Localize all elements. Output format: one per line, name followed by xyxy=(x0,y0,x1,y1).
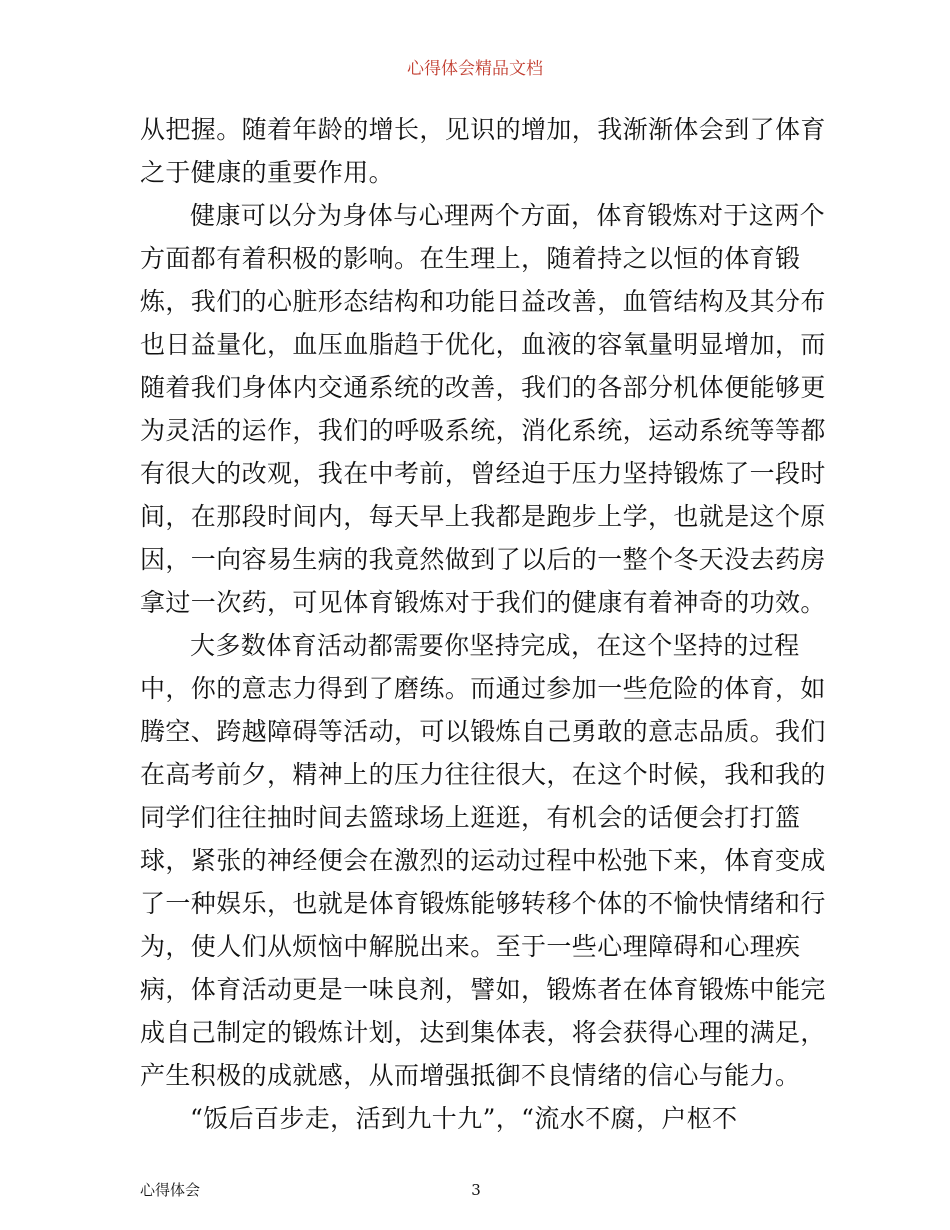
paragraph-line: 也日益量化，血压血脂趋于优化，血液的容氧量明显增加，而 xyxy=(140,330,826,359)
document-body xyxy=(140,108,826,1140)
paragraph-line: 产生积极的成就感，从而增强抵御不良情绪的信心与能力。 xyxy=(140,1061,801,1090)
paragraph-line: 在高考前夕，精神上的压力往往很大，在这个时候，我和我的 xyxy=(140,760,826,789)
paragraph-line: 腾空、跨越障碍等活动，可以锻炼自己勇敢的意志品质。我们 xyxy=(140,717,826,746)
paragraph-line: 炼，我们的心脏形态结构和功能日益改善，血管结构及其分布 xyxy=(140,287,826,316)
paragraph-line: 健康可以分为身体与心理两个方面，体育锻炼对于这两个 xyxy=(190,201,826,230)
paragraph-line: 中，你的意志力得到了磨练。而通过参加一些危险的体育，如 xyxy=(140,674,826,703)
paragraph-line: 球，紧张的神经便会在激烈的运动过程中松弛下来，体育变成 xyxy=(140,846,826,875)
paragraph-line: 从把握。随着年龄的增长，见识的增加，我渐渐体会到了体育 xyxy=(140,115,826,144)
paragraph-line: 有很大的改观，我在中考前，曾经迫于压力坚持锻炼了一段时 xyxy=(140,459,826,488)
footer-label: 心得体会 xyxy=(140,1181,201,1199)
paragraph-line: 之于健康的重要作用。 xyxy=(140,158,395,187)
paragraph-line: 拿过一次药，可见体育锻炼对于我们的健康有着神奇的功效。 xyxy=(140,588,826,617)
paragraph-line: 间，在那段时间内，每天早上我都是跑步上学，也就是这个原 xyxy=(140,502,826,531)
paragraph-line: 大多数体育活动都需要你坚持完成，在这个坚持的过程 xyxy=(190,631,800,660)
page-number: 3 xyxy=(471,1181,481,1199)
paragraph-line: “饭后百步走，活到九十九”，“流水不腐，户枢不 xyxy=(190,1104,738,1133)
paragraph-line: 方面都有着积极的影响。在生理上，随着持之以恒的体育锻 xyxy=(140,244,801,273)
paragraph-line: 为，使人们从烦恼中解脱出来。至于一些心理障碍和心理疾 xyxy=(140,932,801,961)
paragraph-line: 因，一向容易生病的我竟然做到了以后的一整个冬天没去药房 xyxy=(140,545,826,574)
paragraph-line: 了一种娱乐，也就是体育锻炼能够转移个体的不愉快情绪和行 xyxy=(140,889,826,918)
paragraph-line: 随着我们身体内交通系统的改善，我们的各部分机体便能够更 xyxy=(140,373,826,402)
paragraph-line: 为灵活的运作，我们的呼吸系统，消化系统，运动系统等等都 xyxy=(140,416,826,445)
paragraph-line: 成自己制定的锻炼计划，达到集体表，将会获得心理的满足， xyxy=(140,1018,826,1047)
paragraph-line: 同学们往往抽时间去篮球场上逛逛，有机会的话便会打打篮 xyxy=(140,803,801,832)
page-header-title: 心得体会精品文档 xyxy=(407,59,543,79)
paragraph-line: 病，体育活动更是一味良剂，譬如，锻炼者在体育锻炼中能完 xyxy=(140,975,826,1004)
